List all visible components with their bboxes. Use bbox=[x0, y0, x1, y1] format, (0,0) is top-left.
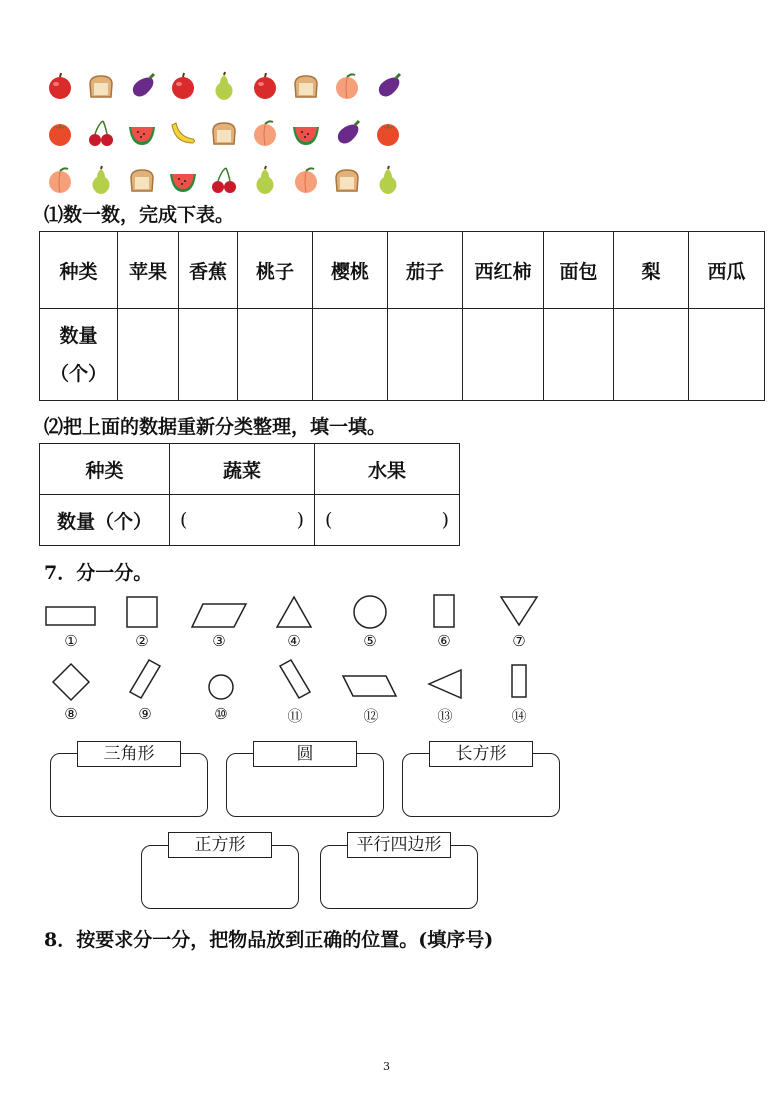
header-peach: 桃子 bbox=[238, 232, 313, 309]
shape-10-circle bbox=[206, 672, 236, 702]
header-kind: 种类 bbox=[40, 232, 118, 309]
shape-2-square bbox=[124, 594, 160, 630]
header-bread: 面包 bbox=[544, 232, 614, 309]
peach-icon bbox=[249, 117, 281, 149]
header-banana: 香蕉 bbox=[179, 232, 238, 309]
answer-cell-cherry[interactable] bbox=[313, 309, 388, 401]
shape-number-12: ⑫ bbox=[363, 707, 379, 725]
answer-cell-eggplant[interactable] bbox=[388, 309, 463, 401]
shape-number-13: ⑬ bbox=[437, 707, 453, 725]
peach-icon bbox=[44, 164, 76, 196]
quantity-label: 数量（个） bbox=[40, 495, 170, 546]
bread-icon bbox=[208, 117, 240, 149]
answer-cell-pear[interactable] bbox=[614, 309, 689, 401]
shape-14-rectangle bbox=[509, 662, 529, 700]
label-parallelogram: 平行四边形 bbox=[347, 832, 451, 858]
question-1-title: ⑴数一数，完成下表。 bbox=[44, 204, 235, 226]
shape-number-4: ④ bbox=[287, 632, 301, 650]
shape-number-1: ① bbox=[64, 632, 78, 650]
label-triangle: 三角形 bbox=[77, 741, 181, 767]
pear-icon bbox=[85, 164, 117, 196]
answer-cell-bread[interactable] bbox=[544, 309, 614, 401]
watermelon-icon bbox=[167, 164, 199, 196]
header-watermelon: 西瓜 bbox=[689, 232, 765, 309]
header-fruits: 水果 bbox=[315, 444, 460, 495]
eggplant-icon bbox=[372, 70, 404, 102]
label-square: 正方形 bbox=[168, 832, 272, 858]
bread-icon bbox=[331, 164, 363, 196]
apple-icon bbox=[249, 70, 281, 102]
header-apple: 苹果 bbox=[118, 232, 179, 309]
fruit-row bbox=[44, 109, 384, 156]
watermelon-icon bbox=[126, 117, 158, 149]
shape-5-circle bbox=[351, 593, 389, 631]
answer-cell-vegetables[interactable]: ( ) bbox=[170, 495, 315, 546]
eggplant-icon bbox=[126, 70, 158, 102]
bread-icon bbox=[126, 164, 158, 196]
shape-number-7: ⑦ bbox=[512, 632, 526, 650]
question-8-title: 8．按要求分一分，把物品放到正确的位置。(填序号) bbox=[44, 929, 494, 951]
shape-3-parallelogram bbox=[190, 601, 248, 631]
shape-9-rectangle-tilted bbox=[127, 657, 163, 701]
cherry-icon bbox=[208, 164, 240, 196]
answer-cell-apple[interactable] bbox=[118, 309, 179, 401]
count-table bbox=[39, 231, 765, 401]
shape-number-8: ⑧ bbox=[64, 705, 78, 723]
shape-4-triangle bbox=[274, 594, 314, 630]
shape-number-10: ⑩ bbox=[214, 705, 228, 723]
shape-number-11: ⑪ bbox=[287, 707, 303, 725]
apple-icon bbox=[167, 70, 199, 102]
answer-cell-tomato[interactable] bbox=[463, 309, 544, 401]
pear-icon bbox=[249, 164, 281, 196]
shape-13-triangle bbox=[426, 667, 464, 701]
fruit-row bbox=[44, 156, 384, 203]
shape-1-rectangle bbox=[44, 604, 98, 628]
header-kind: 种类 bbox=[40, 444, 170, 495]
question-2-title: ⑵把上面的数据重新分类整理，填一填。 bbox=[44, 416, 387, 438]
bread-icon bbox=[290, 70, 322, 102]
header-tomato: 西红柿 bbox=[463, 232, 544, 309]
count-table-header-row bbox=[40, 232, 765, 309]
header-cherry: 樱桃 bbox=[313, 232, 388, 309]
tomato-icon bbox=[372, 117, 404, 149]
apple-icon bbox=[44, 70, 76, 102]
category-table bbox=[39, 443, 460, 546]
shape-8-square-rotated bbox=[50, 661, 92, 703]
shape-11-rectangle-tilted bbox=[277, 657, 313, 701]
shape-number-9: ⑨ bbox=[138, 705, 152, 723]
shape-number-3: ③ bbox=[212, 632, 226, 650]
label-circle: 圆 bbox=[253, 741, 357, 767]
label-rectangle: 长方形 bbox=[429, 741, 533, 767]
pear-icon bbox=[208, 70, 240, 102]
category-table-header-row bbox=[40, 444, 460, 495]
shape-6-rectangle bbox=[431, 592, 457, 630]
shape-7-triangle bbox=[498, 594, 540, 628]
count-table-quantity-row bbox=[40, 309, 765, 401]
shape-12-parallelogram bbox=[341, 673, 399, 699]
watermelon-icon bbox=[290, 117, 322, 149]
fruit-row bbox=[44, 62, 384, 109]
banana-icon bbox=[167, 117, 199, 149]
peach-icon bbox=[331, 70, 363, 102]
bread-icon bbox=[85, 70, 117, 102]
answer-cell-banana[interactable] bbox=[179, 309, 238, 401]
header-vegetables: 蔬菜 bbox=[170, 444, 315, 495]
shape-number-5: ⑤ bbox=[363, 632, 377, 650]
shape-number-14: ⑭ bbox=[511, 707, 527, 725]
shape-number-2: ② bbox=[135, 632, 149, 650]
tomato-icon bbox=[44, 117, 76, 149]
cherry-icon bbox=[85, 117, 117, 149]
answer-cell-watermelon[interactable] bbox=[689, 309, 765, 401]
answer-cell-peach[interactable] bbox=[238, 309, 313, 401]
question-7-title: 7．分一分。 bbox=[44, 562, 153, 584]
category-table-quantity-row bbox=[40, 495, 460, 546]
quantity-label: 数量 （个） bbox=[40, 309, 118, 401]
fruit-picture-grid bbox=[44, 62, 384, 203]
shape-number-6: ⑥ bbox=[437, 632, 451, 650]
peach-icon bbox=[290, 164, 322, 196]
page-number: 3 bbox=[383, 1060, 390, 1073]
answer-cell-fruits[interactable]: ( ) bbox=[315, 495, 460, 546]
header-eggplant: 茄子 bbox=[388, 232, 463, 309]
header-pear: 梨 bbox=[614, 232, 689, 309]
pear-icon bbox=[372, 164, 404, 196]
eggplant-icon bbox=[331, 117, 363, 149]
